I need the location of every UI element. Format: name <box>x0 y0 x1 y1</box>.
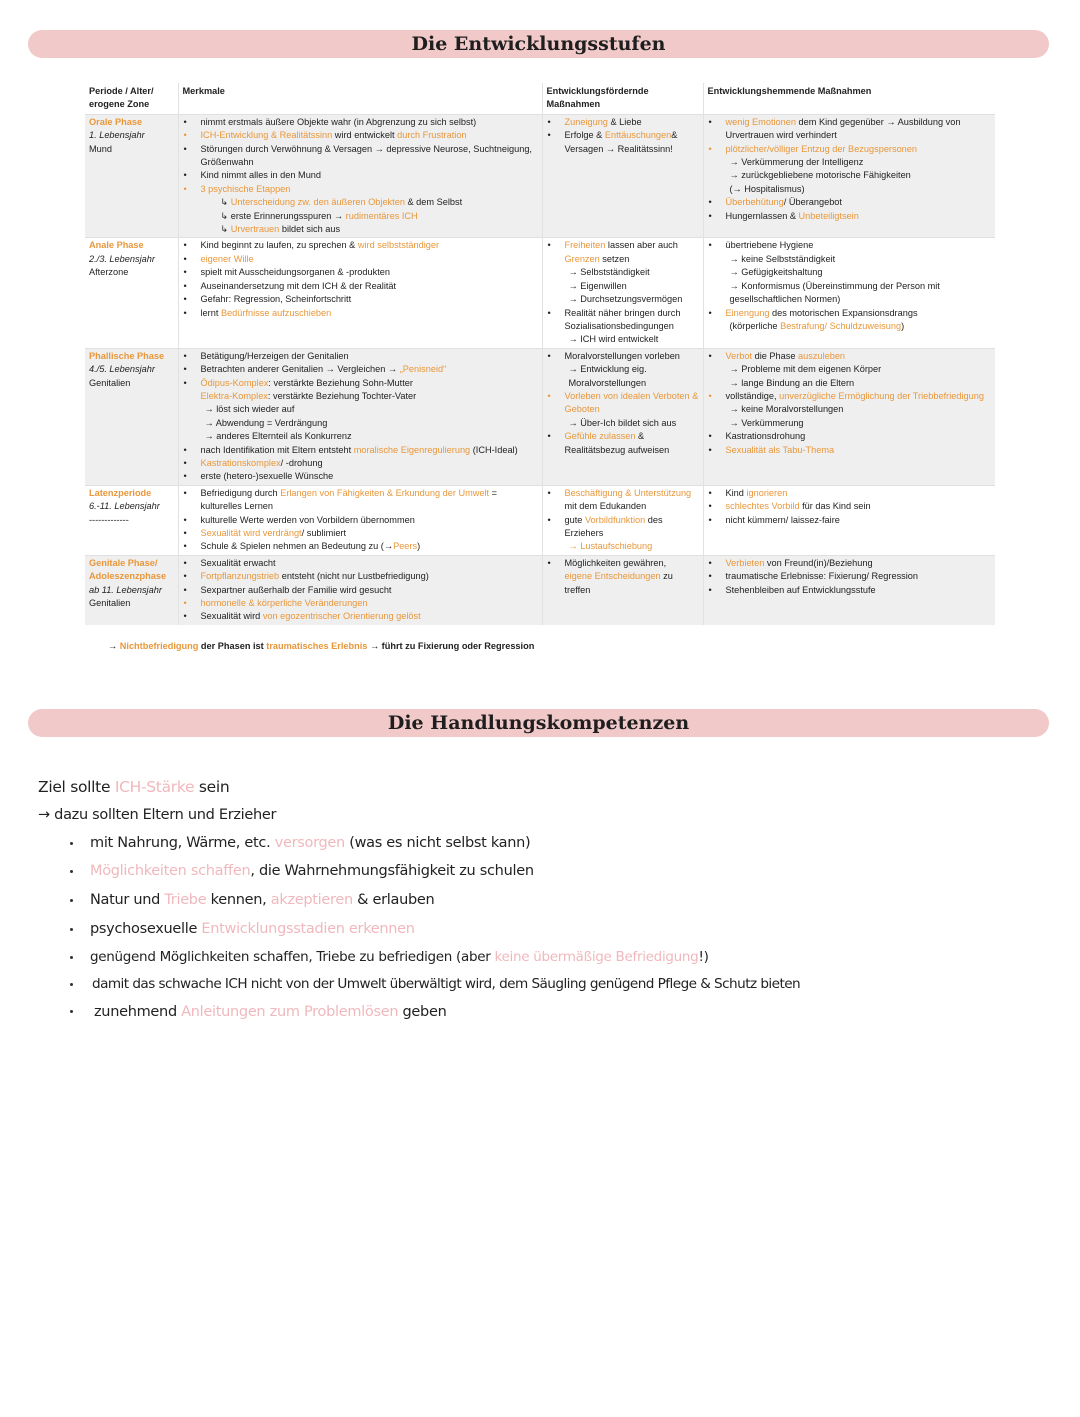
list-item: • kulturelle Werte werden von Vorbildern übernommen <box>201 514 538 527</box>
list-item: • Realität näher bringen durch Sozialisationsbedingungen <box>565 307 699 334</box>
section-title: Die Handlungskompetenzen <box>387 712 690 734</box>
foerdernd-cell <box>542 238 703 348</box>
note-bullet: damit das schwache ICH nicht von der Umwelt überwältigt wird, dem Säugling genügend Pflege & Schutz bieten <box>92 976 801 992</box>
list-item: • Kind beginnt zu laufen, zu sprechen & wird selbstständiger <box>201 239 538 252</box>
list-item: • Sexualität wird verdrängt/ sublimiert <box>201 527 538 540</box>
sub-item: → Verkümmerung <box>729 417 804 428</box>
foerdernd-cell <box>542 348 703 485</box>
sub-item: → keine Selbstständigkeit <box>729 253 836 264</box>
sub-item: → Konformismus (Übereinstimmung der Person mit gesellschaftlichen Normen) <box>729 280 940 305</box>
corner-arrow-icon: ↳ <box>220 224 231 235</box>
column-header: Entwicklungshemmende Maßnahmen <box>703 83 995 114</box>
list-item: • wenig Emotionen dem Kind gegenüber → Ausbildung von Urvertrauen wird verhindert <box>726 116 992 143</box>
sub-item: (körperliche Bestrafung/ Schuldzuweisung) <box>729 320 905 331</box>
section-title: Die Entwicklungsstufen <box>411 33 666 55</box>
hemmend-cell <box>703 555 995 625</box>
list-item: • nach Identifikation mit Eltern entsteht moralische Eigenregulierung (ICH-Ideal) <box>201 444 538 457</box>
sub-item: → ICH wird entwickelt <box>568 334 659 345</box>
phase-cell <box>85 485 178 555</box>
corner-arrow-icon: ↳ <box>220 197 231 208</box>
bullet-icon <box>70 870 73 873</box>
section-banner-handlungskompetenzen <box>28 709 1049 737</box>
phase-age: 6.-11. Lebensjahr <box>89 501 160 512</box>
list-item: • spielt mit Ausscheidungsorganen & -produkten <box>201 266 538 279</box>
list-item: • gute Vorbildfunktion des Erziehers <box>565 514 699 541</box>
phase-age: 2./3. Lebensjahr <box>89 253 155 264</box>
merkmale-cell <box>178 555 542 625</box>
foerdernd-cell <box>542 555 703 625</box>
bullet-icon <box>70 956 73 959</box>
phase-zone: ------------- <box>89 514 129 525</box>
table-row <box>85 485 995 555</box>
hemmend-cell <box>703 485 995 555</box>
bullet-icon <box>70 899 73 902</box>
list-item: • Freiheiten lassen aber auch Grenzen setzen <box>565 239 699 266</box>
sub-item: → Probleme mit dem eigenen Körper <box>729 364 882 375</box>
sub-item: ↳ erste Erinnerungsspuren → rudimentäres ICH <box>220 210 418 221</box>
phase-age: ab 11. Lebensjahr <box>89 584 162 595</box>
phase-name: Phallische Phase <box>89 350 165 361</box>
note-bullet: psychosexuelle Entwicklungsstadien erkennen <box>90 921 415 937</box>
phase-zone: Genitalien <box>89 377 131 388</box>
sub-item: ↳ Urvertrauen bildet sich aus <box>220 224 341 235</box>
table-row <box>85 348 995 485</box>
phase-cell <box>85 238 178 348</box>
phase-zone: Afterzone <box>89 267 129 278</box>
sub-item: → lange Bindung an die Eltern <box>729 377 855 388</box>
bullet-icon <box>70 928 73 931</box>
column-header: Merkmale <box>178 83 542 114</box>
phase-name: Genitale Phase/ Adoleszenzphase <box>89 557 167 582</box>
table-footnote: → Nichtbefriedigung der Phasen ist traumatisches Erlebnis → führt zu Fixierung oder Regression <box>108 641 535 651</box>
bullet-icon <box>70 1010 73 1013</box>
list-item: • hormonelle & körperliche Veränderungen <box>201 597 538 610</box>
phase-cell <box>85 555 178 625</box>
list-item: • nicht kümmern/ laissez-faire <box>726 514 992 527</box>
list-item: • Erfolge & Enttäuschungen& Versagen → Realitätssinn! <box>565 129 699 156</box>
foerdernd-cell <box>542 114 703 238</box>
list-item: • Moralvorstellungen vorleben <box>565 350 699 363</box>
sub-item: → Lustaufschiebung <box>568 541 653 552</box>
hemmend-cell <box>703 238 995 348</box>
list-item: • Hungernlassen & Unbeteiligtsein <box>726 210 992 223</box>
note-bullet: genügend Möglichkeiten schaffen, Triebe zu befriedigen (aber keine übermäßige Befriedigung!) <box>90 949 709 965</box>
table-row <box>85 114 995 238</box>
table-row <box>85 555 995 625</box>
phase-name: Anale Phase <box>89 240 144 251</box>
foerdernd-cell <box>542 485 703 555</box>
sub-item: → löst sich wieder auf <box>204 404 295 415</box>
list-item: • 3 psychische Etappen <box>201 183 538 196</box>
sub-item: → Verkümmerung der Intelligenz <box>729 157 864 168</box>
list-item: • Verbot die Phase auszuleben <box>726 350 992 363</box>
note-bullet: Möglichkeiten schaffen, die Wahrnehmungsfähigkeit zu schulen <box>90 863 534 879</box>
note-intro-line: → dazu sollten Eltern und Erzieher <box>38 807 277 823</box>
merkmale-cell <box>178 114 542 238</box>
section-banner-entwicklungsstufen <box>28 30 1049 58</box>
list-item: • Möglichkeiten gewähren, eigene Entscheidungen zu treffen <box>565 557 699 597</box>
list-item: • Kastrationskomplex/ -drohung <box>201 457 538 470</box>
list-item: • Zuneigung & Liebe <box>565 116 699 129</box>
sub-item: ↳ Unterscheidung zw. den äußeren Objekten & dem Selbst <box>220 197 463 208</box>
list-item: • eigener Wille <box>201 253 538 266</box>
list-item: • Sexualität wird von egozentrischer Orientierung gelöst <box>201 610 538 623</box>
sub-item: → zurückgebliebene motorische Fähigkeiten <box>729 170 911 181</box>
list-item: • lernt Bedürfnisse aufzuschieben <box>201 307 538 320</box>
table-header-row <box>85 83 995 114</box>
list-item: • Ödipus-Komplex: verstärkte Beziehung Sohn-Mutter Elektra-Komplex: verstärkte Beziehung Tochter-Vater <box>201 377 538 404</box>
list-item: • Befriedigung durch Erlangen von Fähigkeiten & Erkundung der Umwelt = kulturelles Lernen <box>201 487 538 514</box>
sub-item: → anderes Elternteil als Konkurrenz <box>204 431 352 442</box>
column-header: Periode / Alter/ erogene Zone <box>85 83 178 114</box>
sub-item: → Gefügigkeitshaltung <box>729 267 823 278</box>
sub-item: → Selbstständigkeit <box>568 267 650 278</box>
list-item: • Verbieten von Freund(in)/Beziehung <box>726 557 992 570</box>
list-item: • erste (hetero-)sexuelle Wünsche <box>201 470 538 483</box>
phase-cell <box>85 348 178 485</box>
list-item: • Vorleben von idealen Verboten & Geboten <box>565 390 699 417</box>
sub-item: (→ Hospitalismus) <box>729 183 805 194</box>
list-item: • Stehenbleiben auf Entwicklungsstufe <box>726 584 992 597</box>
list-item: • Sexualität erwacht <box>201 557 538 570</box>
list-item: • Störungen durch Verwöhnung & Versagen → depressive Neurose, Suchtneigung, Größenwahn <box>201 143 538 170</box>
bullet-icon <box>70 842 73 845</box>
list-item: • Betrachten anderer Genitalien → Vergleichen → „Penisneid“ <box>201 363 538 376</box>
column-header: Entwicklungsfördernde Maßnahmen <box>542 83 703 114</box>
list-item: • Kastrationsdrohung <box>726 430 992 443</box>
list-item: • schlechtes Vorbild für das Kind sein <box>726 500 992 513</box>
bullet-icon <box>70 983 73 986</box>
list-item: • Sexualität als Tabu-Thema <box>726 444 992 457</box>
list-item: • Kind ignorieren <box>726 487 992 500</box>
list-item: • Gefahr: Regression, Scheinfortschritt <box>201 293 538 306</box>
note-bullet: zunehmend Anleitungen zum Problemlösen geben <box>94 1004 447 1020</box>
list-item: • übertriebene Hygiene <box>726 239 992 252</box>
phase-age: 4./5. Lebensjahr <box>89 364 155 375</box>
note-goal-line: Ziel sollte ICH-Stärke sein <box>38 778 230 796</box>
phase-name: Orale Phase <box>89 116 143 127</box>
list-item: • Beschäftigung & Unterstützung mit dem Edukanden <box>565 487 699 514</box>
merkmale-cell <box>178 485 542 555</box>
sub-item: → Entwicklung eig. Moralvorstellungen <box>568 364 647 388</box>
note-bullet: mit Nahrung, Wärme, etc. versorgen (was es nicht selbst kann) <box>90 835 531 851</box>
entwicklungsstufen-table <box>85 83 995 625</box>
list-item: • Schule & Spielen nehmen an Bedeutung zu (→Peers) <box>201 540 538 553</box>
phase-cell <box>85 114 178 238</box>
note-bullet: Natur und Triebe kennen, akzeptieren & erlauben <box>90 892 435 908</box>
merkmale-cell <box>178 348 542 485</box>
sub-item: → Über-Ich bildet sich aus <box>568 417 677 428</box>
merkmale-cell <box>178 238 542 348</box>
list-item: • Betätigung/Herzeigen der Genitalien <box>201 350 538 363</box>
phase-name: Latenzperiode <box>89 487 152 498</box>
list-item: • vollständige, unverzügliche Ermöglichung der Triebbefriedigung <box>726 390 992 403</box>
list-item: • Kind nimmt alles in den Mund <box>201 169 538 182</box>
phase-zone: Mund <box>89 143 112 154</box>
list-item: • Einengung des motorischen Expansionsdrangs <box>726 307 992 320</box>
sub-item: → Abwendung = Verdrängung <box>204 417 328 428</box>
list-item: • nimmt erstmals äußere Objekte wahr (in Abgrenzung zu sich selbst) <box>201 116 538 129</box>
sub-item: → keine Moralvorstellungen <box>729 404 844 415</box>
list-item: • Auseinandersetzung mit dem ICH & der Realität <box>201 280 538 293</box>
phase-zone: Genitalien <box>89 598 131 609</box>
sub-item: → Eigenwillen <box>568 280 627 291</box>
list-item: • plötzlicher/völliger Entzug der Bezugspersonen <box>726 143 992 156</box>
list-item: • Überbehütung/ Überangebot <box>726 196 992 209</box>
list-item: • ICH-Entwicklung & Realitätssinn wird entwickelt durch Frustration <box>201 129 538 142</box>
hemmend-cell <box>703 348 995 485</box>
corner-arrow-icon: ↳ <box>220 210 231 221</box>
phase-age: 1. Lebensjahr <box>89 130 145 141</box>
list-item: • traumatische Erlebnisse: Fixierung/ Regression <box>726 570 992 583</box>
list-item: • Fortpflanzungstrieb entsteht (nicht nur Lustbefriedigung) <box>201 570 538 583</box>
list-item: • Gefühle zulassen & Realitätsbezug aufweisen <box>565 430 699 457</box>
sub-item: → Durchsetzungsvermögen <box>568 294 683 305</box>
table-row <box>85 238 995 348</box>
hemmend-cell <box>703 114 995 238</box>
list-item: • Sexpartner außerhalb der Familie wird gesucht <box>201 584 538 597</box>
